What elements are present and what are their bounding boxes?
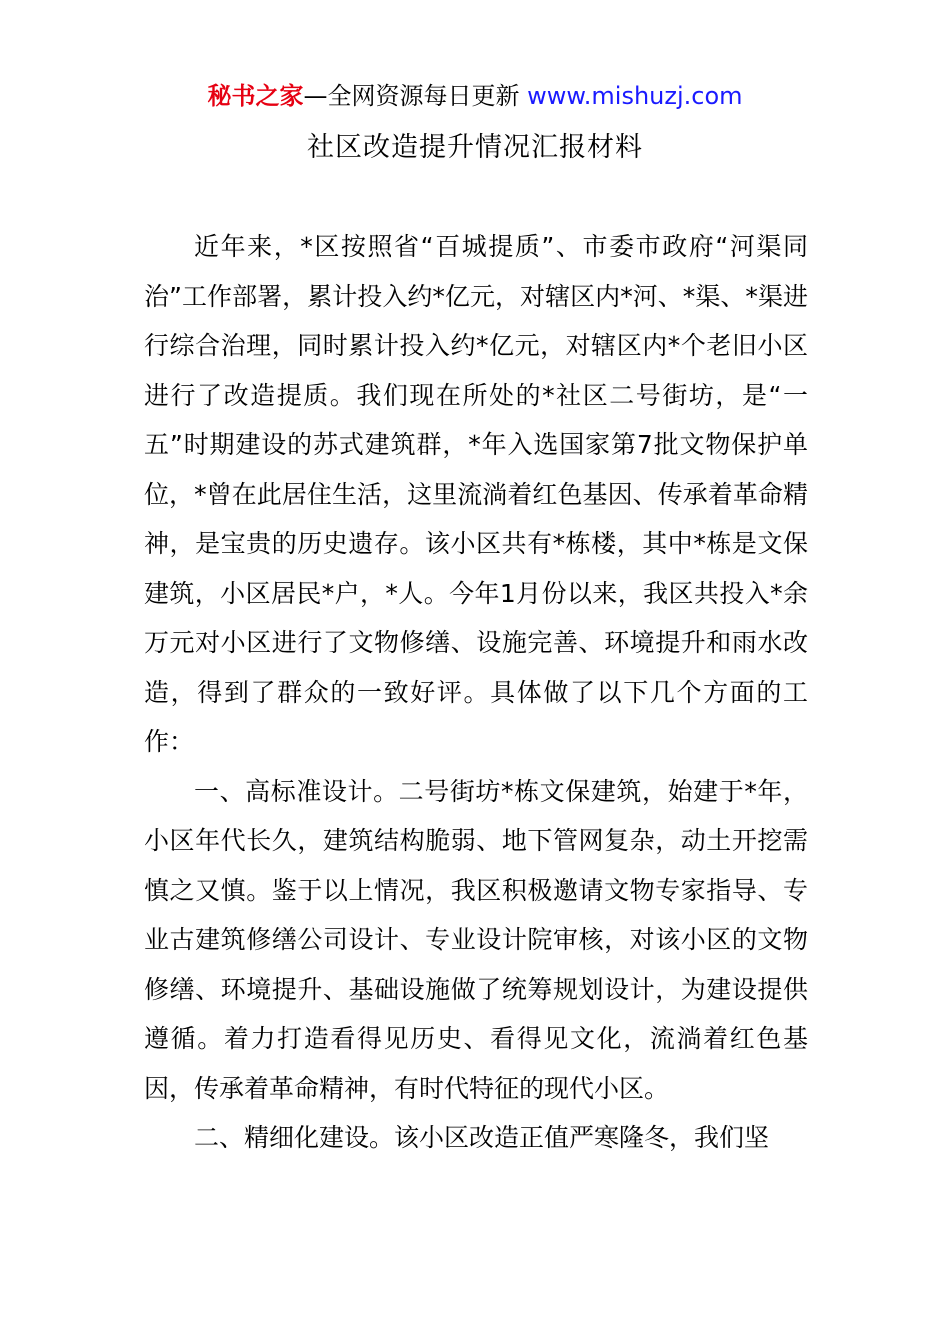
site-url-link[interactable]: www.mishuzj.com bbox=[527, 82, 743, 110]
site-header bbox=[0, 80, 950, 112]
intro-paragraph: 近年来，*区按照省“百城提质”、市委市政府“河渠同治”工作部署，累计投入约*亿元，对辖区内*河、*渠、*渠进行综合治理，同时累计投入约*亿元，对辖区内*个老旧小区进行了改造提质。我们现在所处的*社区二号街坊，是“一五”时期建设的苏式建筑群，*年入选国家第7批文物保护单位，*曾在此居住生活，这里流淌着红色基因、传承着革命精神，是宝贵的历史遗存。该小区共有*栋楼，其中*栋是文保建筑，小区居民*户，*人。今年1月份以来，我区共投入*余万元对小区进行了文物修缮、设施完善、环境提升和雨水改造，得到了群众的一致好评。具体做了以下几个方面的工作： bbox=[144, 232, 808, 756]
brand-name: 秘书之家 bbox=[207, 82, 304, 110]
section-2-paragraph: 二、精细化建设。该小区改造正值严寒隆冬，我们坚 bbox=[194, 1123, 770, 1152]
header-slogan: —全网资源每日更新 bbox=[303, 82, 528, 110]
document-title: 社区改造提升情况汇报材料 bbox=[307, 132, 643, 163]
document-body bbox=[144, 222, 808, 1163]
section-1-paragraph: 一、高标准设计。二号街坊*栋文保建筑，始建于*年，小区年代长久，建筑结构脆弱、地下管网复杂，动土开挖需慎之又慎。鉴于以上情况，我区积极邀请文物专家指导、专业古建筑修缮公司设计、专业设计院审核，对该小区的文物修缮、环境提升、基础设施做了统筹规划设计，为建设提供遵循。着力打造看得见历史、看得见文化，流淌着红色基因，传承着革命精神，有时代特征的现代小区。 bbox=[144, 776, 808, 1103]
